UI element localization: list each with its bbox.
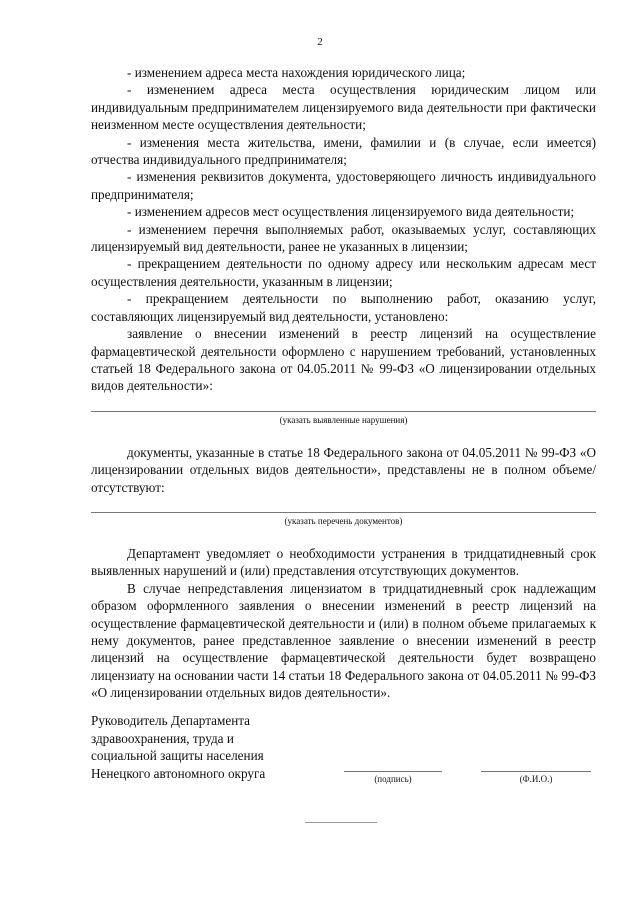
violations-caption: (указать выявленные нарушения) [279, 414, 408, 425]
list-item: - изменением перечня выполняемых работ, оказываемых услуг, составляющих лицензируемый вид деятельности, ранее не указанных в лицензии; [91, 221, 596, 255]
list-item: - изменения места жительства, имени, фамилии и (в случае, если имеется) отчества индивидуального предпринимателя; [91, 134, 596, 168]
list-item: - прекращением деятельности по выполнению работ, оказанию услуг, составляющих лицензируемый вид деятельности, установлено: [91, 291, 596, 324]
signature-caption: (подпись) [374, 774, 412, 784]
name-caption: (Ф.И.О.) [519, 774, 553, 784]
page-number: 2 [317, 36, 323, 48]
signatory-line: социальной защиты населения [91, 748, 264, 764]
fill-in-line [91, 512, 596, 513]
documents-statement: документы, указанные в статье 18 Федерального закона от 04.05.2011 № 99-ФЗ «О лицензировании отдельных видов деятельности», представлены не в полном объеме/отсутствуют: [91, 444, 596, 495]
list-item: - прекращением деятельности по одному адресу или нескольким адресам мест осуществления деятельности, указанным в лицензии; [91, 256, 596, 289]
notice-paragraph: В случае непредставления лицензиатом в тридцатидневный срок надлежащим образом оформленного заявления о внесении изменений в реестр лицензий на осуществление фармацевтической деятельности и (или) в полном объеме прилагаемых к нему документов, ранее представленное заявление о внесении изменений в реестр лицензий на осуществление фармацевтической деятельности будет возвращено лицензиату на основании части 14 статьи 18 Федерального закона от 04.05.2011 № 99-ФЗ «О лицензировании отдельных видов деятельности». [91, 580, 596, 701]
signatory-line: Руководитель Департамента [91, 713, 251, 728]
document-body [91, 64, 596, 702]
footer-divider [305, 822, 377, 823]
notice-paragraph: Департамент уведомляет о необходимости устранения в тридцатидневный срок выявленных нарушений и (или) представления отсутствующих документов. [91, 545, 596, 579]
signature-line [344, 771, 442, 772]
violations-statement: заявление о внесении изменений в реестр лицензий на осуществление фармацевтической деятельности оформлено с нарушением требований, установленных статьей 18 Федерального закона от 04.05.2011 № 99-ФЗ «О лицензировании отдельных видов деятельности»: [91, 326, 596, 394]
fill-in-line [91, 411, 596, 412]
list-item: - изменением адреса места осуществления юридическим лицом или индивидуальным предпринимателем лицензируемого вида деятельности при фактически неизменном месте осуществления деятельности; [91, 82, 596, 133]
signatory-line: Ненецкого автономного округа [91, 765, 266, 781]
list-item: - изменения реквизитов документа, удостоверяющего личность индивидуального предпринимателя; [91, 169, 596, 202]
signatory-line: здравоохранения, труда и [91, 730, 234, 746]
documents-caption: (указать перечень документов) [284, 515, 403, 526]
name-line [481, 771, 591, 772]
list-item: - изменением адресов мест осуществления лицензируемого вида деятельности; [127, 204, 575, 220]
signatory-block [91, 712, 265, 782]
list-item: - изменением адреса места нахождения юридического лица; [127, 65, 466, 80]
